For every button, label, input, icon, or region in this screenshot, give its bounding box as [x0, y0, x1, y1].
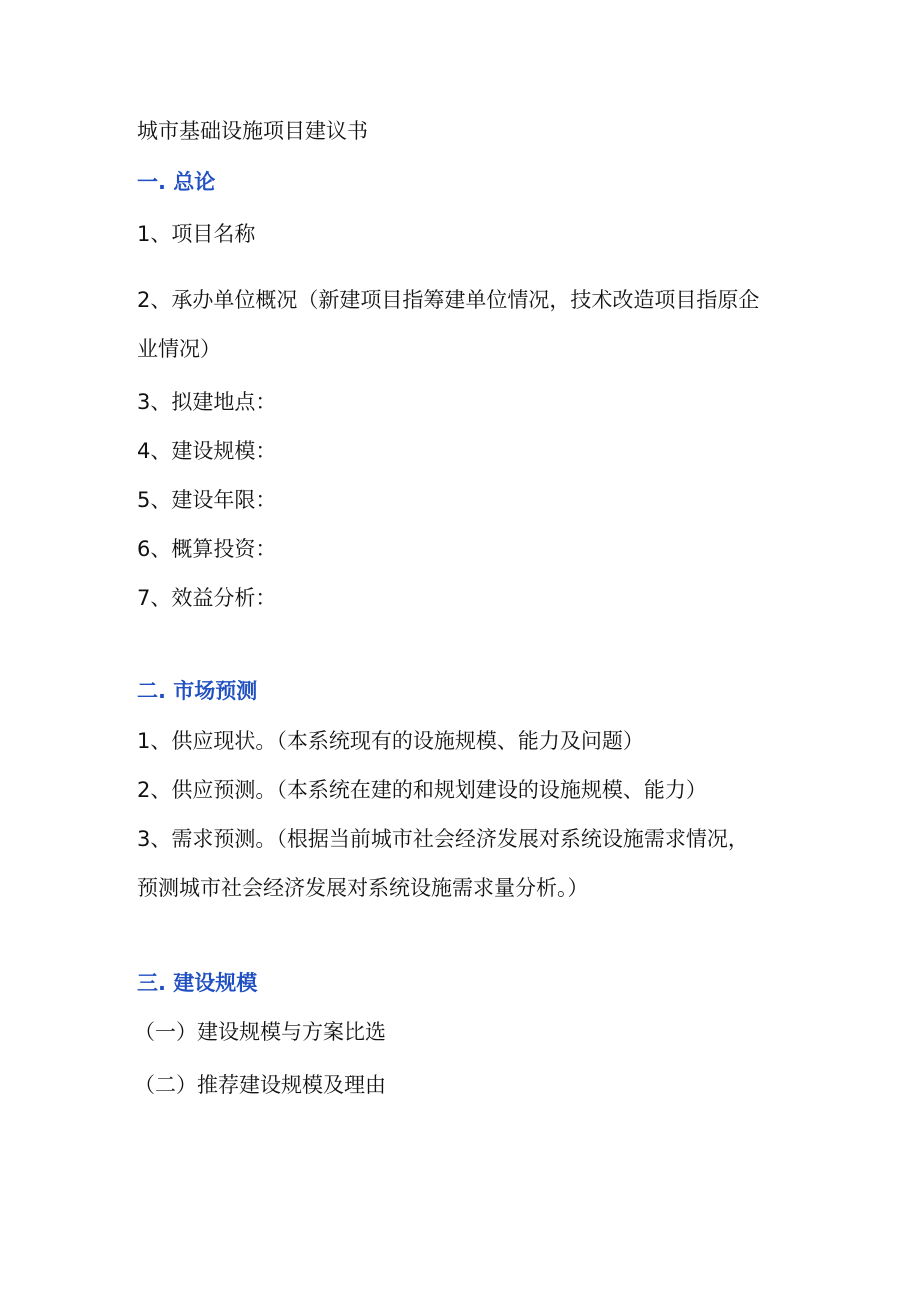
list-item: 业情况） — [137, 337, 221, 361]
document-title: 城市基础设施项目建议书 — [137, 119, 368, 143]
list-item: （一）建设规模与方案比选 — [134, 1020, 386, 1044]
list-item: 4、建设规模： — [137, 439, 277, 463]
section-heading-market-forecast: 二. 市场预测 — [137, 679, 258, 703]
list-item: 3、需求预测。（根据当前城市社会经济发展对系统设施需求情况， — [137, 827, 749, 851]
list-item: 预测城市社会经济发展对系统设施需求量分析。） — [137, 876, 589, 900]
list-item: 1、供应现状。（本系统现有的设施规模、能力及问题） — [137, 729, 644, 753]
list-item: 2、供应预测。（本系统在建的和规划建设的设施规模、能力） — [137, 778, 707, 802]
list-item: 1、项目名称 — [137, 222, 256, 246]
list-item: 2、承办单位概况（新建项目指筹建单位情况，技术改造项目指原企 — [137, 288, 760, 312]
section-heading-construction-scale: 三. 建设规模 — [137, 971, 258, 995]
list-item: 7、效益分析： — [137, 586, 277, 610]
list-item: 3、拟建地点： — [137, 390, 277, 414]
list-item: 5、建设年限： — [137, 488, 277, 512]
section-heading-general: 一. 总论 — [137, 170, 216, 194]
list-item: 6、概算投资： — [137, 537, 277, 561]
list-item: （二）推荐建设规模及理由 — [134, 1073, 386, 1097]
